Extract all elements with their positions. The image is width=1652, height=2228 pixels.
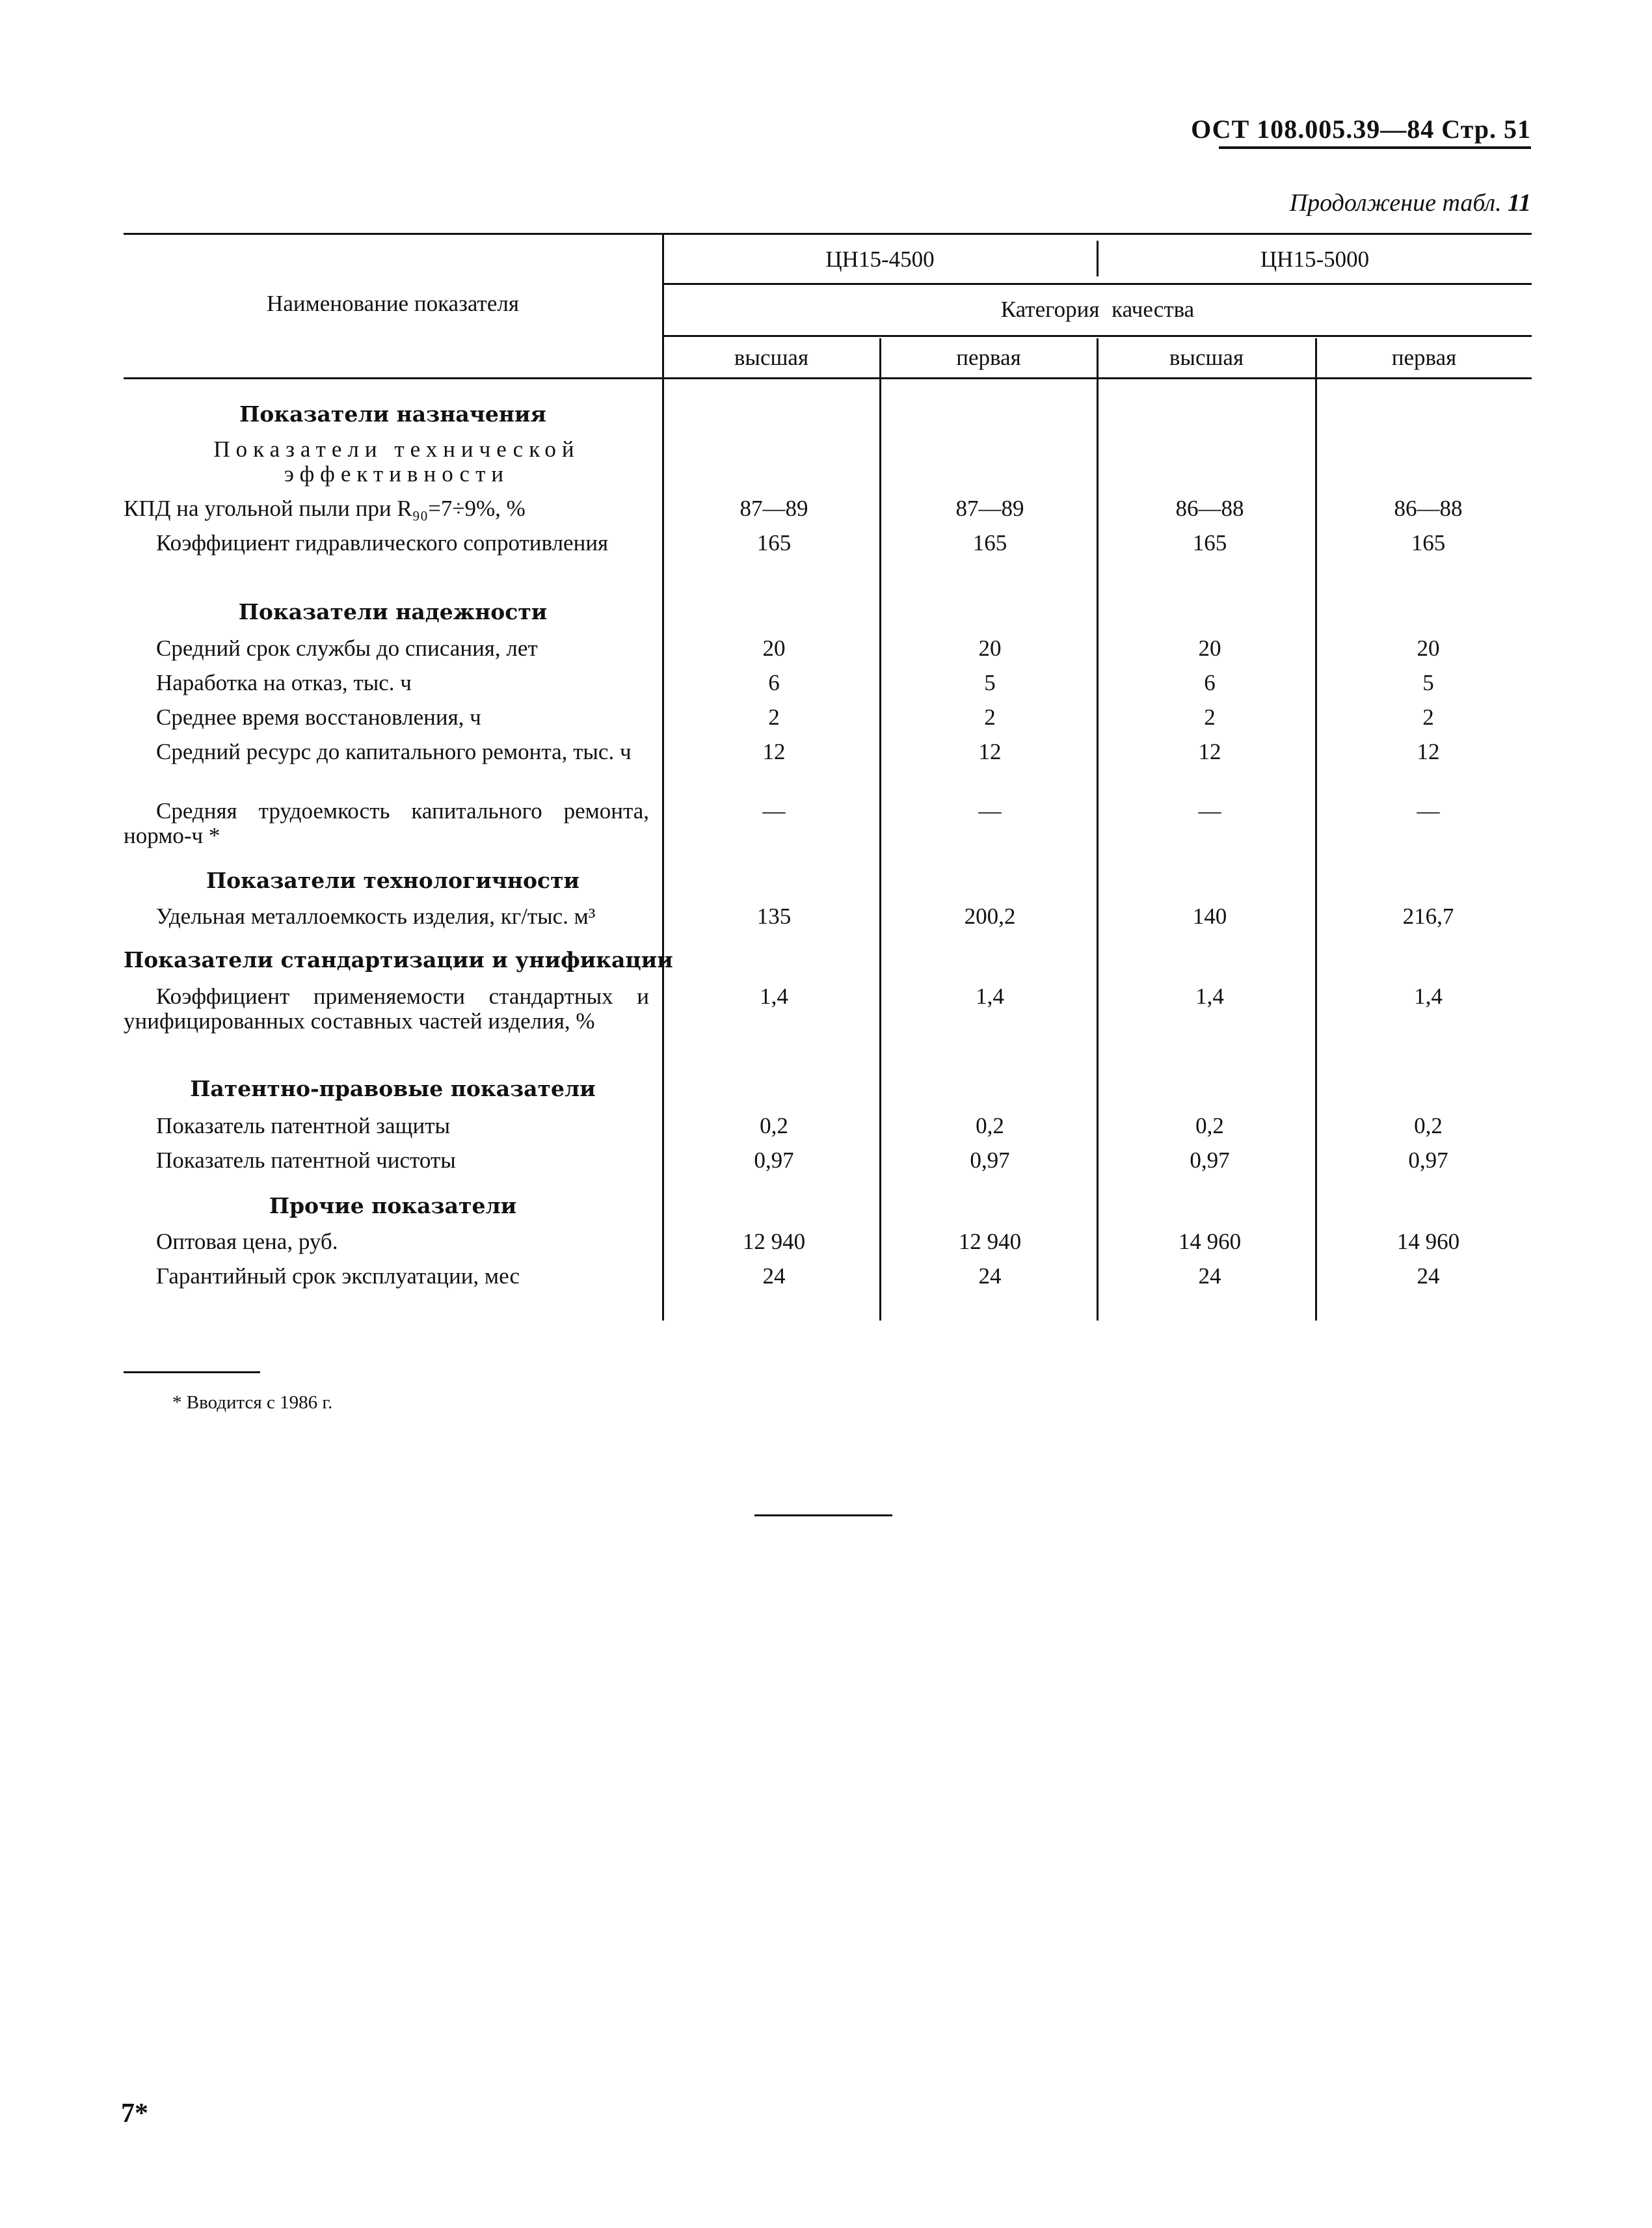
table-cell: 6 (768, 670, 780, 695)
table-continuation-note (1290, 189, 1531, 217)
section-heading-patent: Патентно-правовые показатели (190, 1076, 596, 1101)
grade-header-4: первая (1391, 345, 1457, 370)
table-cell: 14 960 (1178, 1229, 1242, 1254)
table-cell: 2 (768, 705, 780, 730)
column-header-name: Наименование показателя (267, 291, 519, 316)
table-top-rule (124, 233, 1532, 235)
continuation-prefix: Продолжение табл. (1289, 189, 1502, 217)
table-cell: 12 (978, 739, 1002, 764)
row-label-text: КПД на угольной пыли при R₉₀=7÷9%, % (124, 496, 526, 521)
table-cell: 135 (756, 904, 792, 929)
table-cell: 2 (1204, 705, 1216, 730)
model-header-2: ЦН15-5000 (1260, 247, 1370, 272)
table-cell: 1,4 (760, 984, 788, 1009)
section-heading-other: Прочие показатели (269, 1193, 517, 1218)
grade-header-3: высшая (1169, 345, 1244, 370)
table-cell: 14 960 (1396, 1229, 1460, 1254)
grade-divider-3 (1315, 338, 1317, 1321)
category-header: Категория качества (1000, 297, 1195, 322)
grade-header-1: высшая (734, 345, 809, 370)
name-column-divider (662, 233, 664, 1321)
table-cell: 1,4 (976, 984, 1004, 1009)
grade-divider-1 (879, 338, 881, 1321)
table-cell: 0,2 (1195, 1113, 1224, 1138)
table-cell: 1,4 (1195, 984, 1224, 1009)
table-cell: 0,2 (760, 1113, 788, 1138)
row-label-recovery-time: Среднее время восстановления, ч (156, 705, 481, 730)
table-cell: 6 (1204, 670, 1216, 695)
table-cell: 165 (756, 530, 792, 556)
row-label-wholesale-price: Оптовая цена, руб. (156, 1229, 338, 1254)
table-cell: 86—88 (1394, 496, 1463, 521)
table-cell: 20 (1198, 636, 1221, 661)
table-cell: 140 (1192, 904, 1227, 929)
grade-divider-2 (1097, 338, 1099, 1321)
table-cell: 24 (1417, 1263, 1440, 1289)
end-rule (754, 1514, 892, 1516)
row-label-service-life: Средний срок службы до списания, лет (156, 636, 538, 661)
table-cell: — (978, 798, 1002, 824)
row-label-warranty: Гарантийный срок эксплуатации, мес (156, 1263, 520, 1289)
table-cell: — (1198, 798, 1221, 824)
table-cell: 24 (1198, 1263, 1221, 1289)
row-label-metal-intensity: Удельная металлоемкость изделия, кг/тыс. м³ (156, 904, 596, 929)
table-cell: 5 (984, 670, 996, 695)
table-cell: 87—89 (955, 496, 1024, 521)
table-cell: 0,2 (976, 1113, 1004, 1138)
table-cell: 200,2 (964, 904, 1016, 929)
table-cell: 1,4 (1414, 984, 1443, 1009)
table-cell: — (1417, 798, 1440, 824)
table-cell: 0,2 (1414, 1113, 1443, 1138)
section-heading-purpose: Показатели назначения (239, 401, 546, 427)
table-cell: 165 (1411, 530, 1446, 556)
table-cell: 0,97 (1408, 1148, 1448, 1173)
table-cell: 24 (978, 1263, 1002, 1289)
header-underline (1219, 146, 1531, 149)
table-cell: 24 (762, 1263, 786, 1289)
row-label-patent-protection: Показатель патентной защиты (156, 1113, 451, 1138)
table-cell: 0,97 (1190, 1148, 1230, 1173)
section-heading-standardization: Показатели стандартизации и унификации (124, 947, 673, 973)
row-label-efficiency (124, 496, 649, 521)
footnote-rule (124, 1371, 260, 1373)
table-cell: 0,97 (754, 1148, 794, 1173)
table-cell: 20 (762, 636, 786, 661)
table-cell: 0,97 (970, 1148, 1010, 1173)
page-number: 7* (121, 2099, 148, 2128)
table-cell: 12 (1417, 739, 1440, 764)
table-cell: 20 (1417, 636, 1440, 661)
table-cell: 87—89 (739, 496, 808, 521)
model-header-1: ЦН15-4500 (825, 247, 935, 272)
table-cell: 165 (1192, 530, 1227, 556)
subsection-heading-technical-efficiency: Показатели технической эффективности (213, 436, 580, 487)
row-label-mtbf: Наработка на отказ, тыс. ч (156, 670, 412, 695)
table-cell: 165 (972, 530, 1007, 556)
table-cell: — (762, 798, 786, 824)
table-cell: 2 (1422, 705, 1434, 730)
row-label-applicability: Коэффициент применяемости стандартных и унифицированных составных частей изделия, % (124, 984, 649, 1034)
table-cell: 12 (1198, 739, 1221, 764)
category-top-rule (663, 283, 1532, 285)
table-number: 11 (1508, 189, 1531, 217)
section-heading-manufacturability: Показатели технологичности (206, 868, 580, 893)
row-label-overhaul-labor: Средняя трудоемкость капитального ремонта, нормо-ч * (124, 798, 649, 848)
row-label-hydraulic-resistance: Коэффициент гидравлического сопротивления (156, 530, 609, 556)
document-reference: ОСТ 108.005.39—84 Стр. 51 (1191, 114, 1531, 144)
table-cell: 12 (762, 739, 786, 764)
header-bottom-rule (124, 377, 1532, 379)
table-cell: 5 (1422, 670, 1434, 695)
grade-header-2: первая (956, 345, 1021, 370)
table-cell: 86—88 (1175, 496, 1244, 521)
table-cell: 12 940 (742, 1229, 806, 1254)
footnote: * Вводится с 1986 г. (172, 1392, 333, 1413)
table-cell: 20 (978, 636, 1002, 661)
table-cell: 12 940 (958, 1229, 1022, 1254)
table-cell: 2 (984, 705, 996, 730)
row-label-patent-purity: Показатель патентной чистоты (156, 1148, 456, 1173)
table-cell: 216,7 (1402, 904, 1454, 929)
row-label-overhaul-resource: Средний ресурс до капитального ремонта, тыс. ч (156, 739, 632, 764)
grades-top-rule (663, 335, 1532, 337)
section-heading-reliability: Показатели надежности (238, 599, 548, 624)
